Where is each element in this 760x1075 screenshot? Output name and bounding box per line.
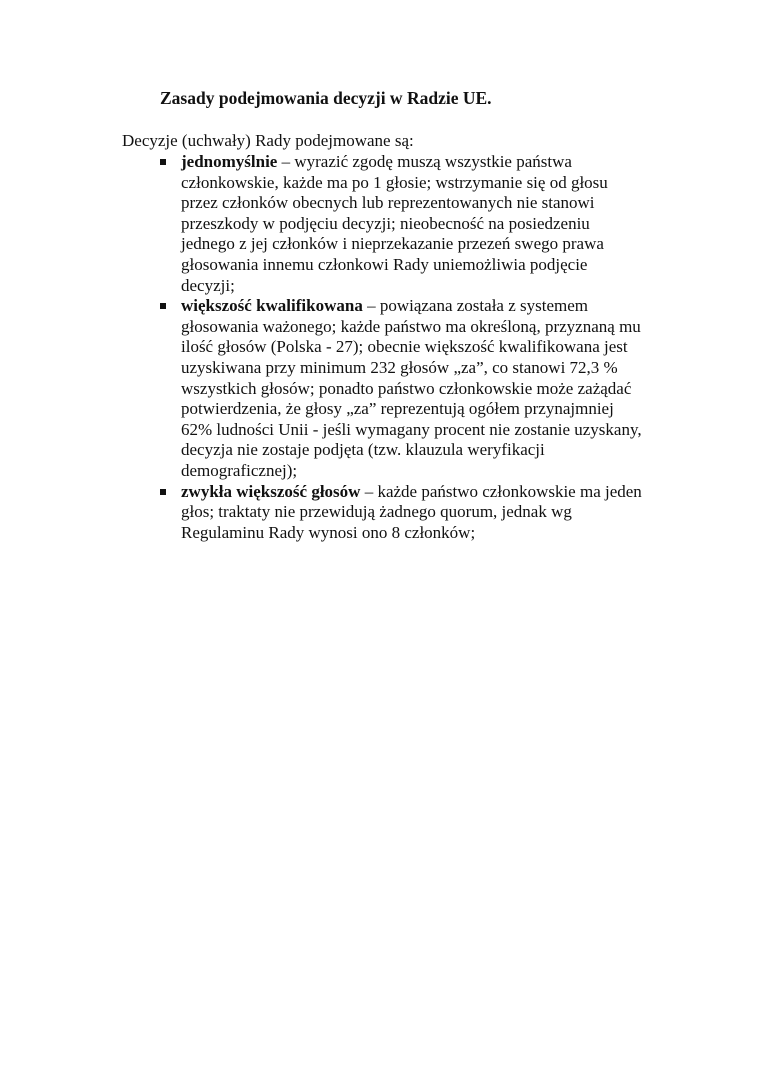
line-text: – powiązana została z systemem <box>362 296 588 316</box>
line-text: 62% ludności Unii - jeśli wymagany procent nie zostanie uzyskany, <box>181 419 642 439</box>
square-bullet-icon <box>160 303 166 309</box>
text-line <box>181 296 642 317</box>
decision-rules-list <box>122 152 642 543</box>
text-line <box>181 358 642 379</box>
text-line <box>181 440 642 461</box>
text-line <box>181 523 642 544</box>
text-line <box>181 317 642 338</box>
intro-text: Decyzje (uchwały) Rady podejmowane są: <box>122 131 414 150</box>
item-term: zwykła większość głosów <box>181 481 361 501</box>
text-line <box>181 234 642 255</box>
line-text: – wyrazić zgodę muszą wszystkie państwa <box>277 152 572 171</box>
text-line <box>181 276 642 297</box>
list-item <box>122 482 642 544</box>
line-text: wszystkich głosów; ponadto państwo członkowskie może zażądać <box>181 378 632 398</box>
text-line <box>181 420 642 441</box>
square-bullet-icon <box>160 159 166 165</box>
list-item <box>122 296 642 481</box>
line-text: – każde państwo członkowskie ma jeden <box>360 481 642 501</box>
text-line <box>181 255 642 276</box>
line-text: decyzji; <box>181 275 235 295</box>
text-line <box>181 193 642 214</box>
text-line <box>181 214 642 235</box>
text-line <box>181 152 642 173</box>
line-text: głosowania innemu członkowi Rady uniemożliwia podjęcie <box>181 254 588 274</box>
line-text: głosowania ważonego; każde państwo ma określoną, przyznaną mu <box>181 316 641 336</box>
line-text: uzyskiwana przy minimum 232 głosów „za”, co stanowi 72,3 % <box>181 357 618 377</box>
item-term: większość kwalifikowana <box>181 296 363 316</box>
text-line <box>181 399 642 420</box>
text-line <box>181 482 642 503</box>
line-text: członkowskie, każde ma po 1 głosie; wstrzymanie się od głosu <box>181 172 608 192</box>
line-text: głos; traktaty nie przewidują żadnego quorum, jednak wg <box>181 502 572 522</box>
line-text: demograficznej); <box>181 460 298 480</box>
line-text: przeszkody w podjęciu decyzji; nieobecność na posiedzeniu <box>181 213 590 233</box>
line-text: Regulaminu Rady wynosi ono 8 członków; <box>181 522 476 542</box>
document-title: Zasady podejmowania decyzji w Radzie UE. <box>160 88 492 108</box>
line-text: ilość głosów (Polska - 27); obecnie większość kwalifikowana jest <box>181 337 628 357</box>
text-line <box>181 502 642 523</box>
item-term: jednomyślnie <box>181 152 278 171</box>
line-text: decyzja nie zostaje podjęta (tzw. klauzula weryfikacji <box>181 440 545 460</box>
text-line <box>181 461 642 482</box>
square-bullet-icon <box>160 489 166 495</box>
text-line <box>181 173 642 194</box>
list-item <box>122 152 642 296</box>
line-text: jednego z jej członków i nieprzekazanie przezeń swego prawa <box>181 234 604 254</box>
line-text: przez członków obecnych lub reprezentowanych nie stanowi <box>181 193 595 213</box>
line-text: potwierdzenia, że głosy „za” reprezentują ogółem przynajmniej <box>181 399 614 419</box>
text-line <box>181 337 642 358</box>
text-line <box>181 379 642 400</box>
